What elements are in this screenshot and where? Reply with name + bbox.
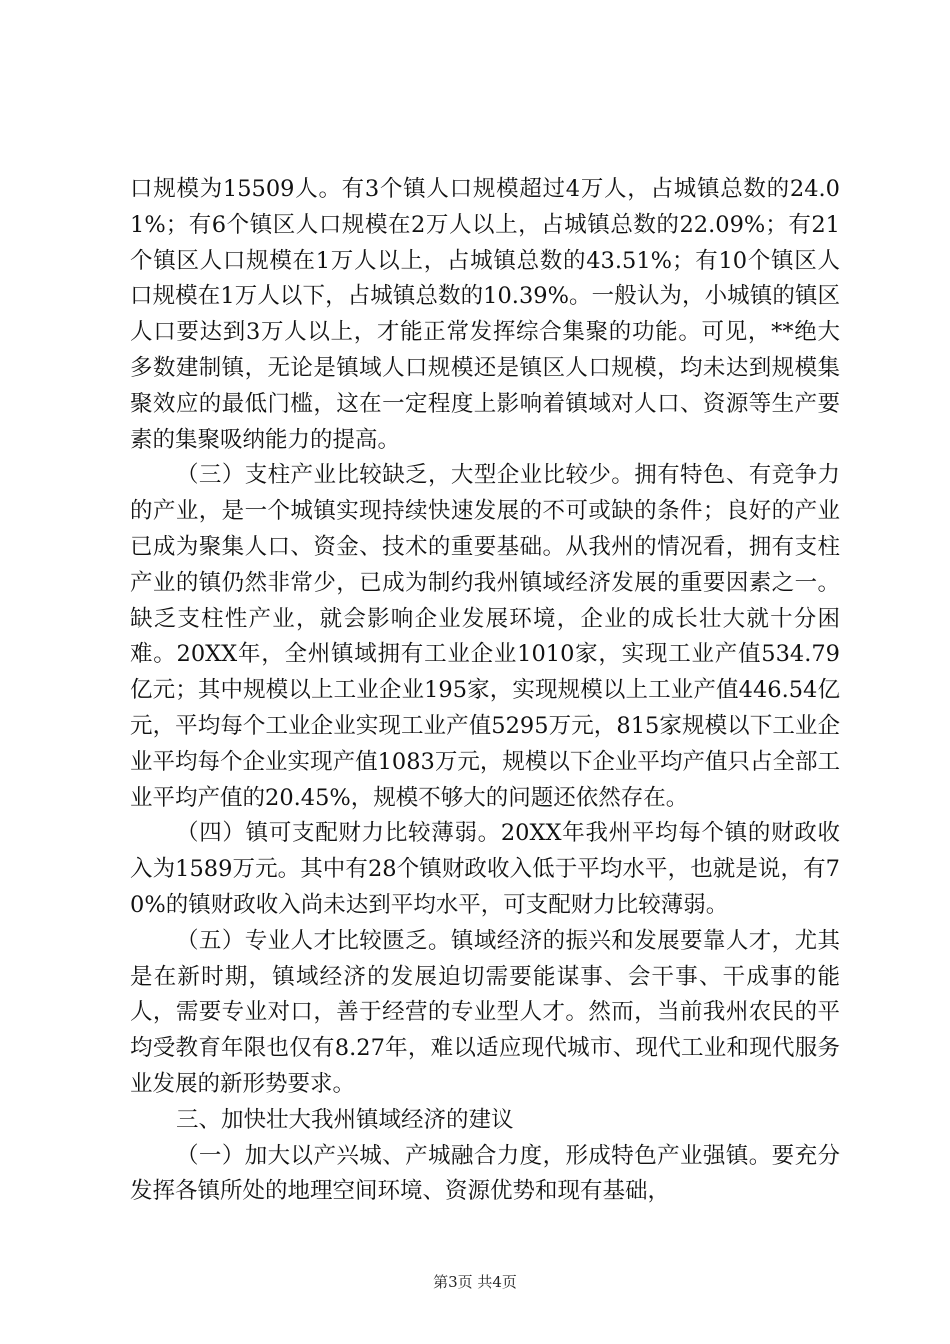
paragraph-industry-city-integration: （一）加大以产兴城、产城融合力度，形成特色产业强镇。要充分发挥各镇所处的地理空间环境、资源优势和现有基础， xyxy=(130,1142,840,1205)
section-heading-suggestions: 三、加快壮大我州镇域经济的建议 xyxy=(176,1106,514,1133)
paragraph-pillar-industry: （三）支柱产业比较缺乏，大型企业比较少。拥有特色、有竞争力的产业，是一个城镇实现持续快速发展的不可或缺的条件；良好的产业已成为聚集人口、资金、技术的重要基础。从我州的情况看，拥有支柱产业的镇仍然非常少，已成为制约我州镇域经济发展的重要因素之一。缺乏支柱性产业，就会影响企业发展环境，企业的成长壮大就十分困难。20XX年，全州镇域拥有工业企业1010家，实现工业产值534.79亿元；其中规模以上工业企业195家，实现规模以上工业产值446.54亿元，平均每个工业企业实现工业产值5295万元，815家规模以下工业企业平均每个企业实现产值1083万元，规模以下企业平均产值只占全部工业平均产值的20.45%，规模不够大的问题还依然存在。 xyxy=(130,462,840,811)
paragraph-fiscal-capacity: （四）镇可支配财力比较薄弱。20XX年我州平均每个镇的财政收入为1589万元。其中有28个镇财政收入低于平均水平，也就是说，有70%的镇财政收入尚未达到平均水平，可支配财力比较薄弱。 xyxy=(130,820,840,918)
page-number-footer: 第3页 共4页 xyxy=(433,1273,517,1291)
paragraph-talent-shortage: （五）专业人才比较匮乏。镇域经济的振兴和发展要靠人才，尤其是在新时期，镇域经济的发展迫切需要能谋事、会干事、干成事的能人，需要专业对口，善于经营的专业型人才。然而，当前我州农民的平均受教育年限也仅有8.27年，难以适应现代城市、现代工业和现代服务业发展的新形势要求。 xyxy=(130,927,840,1097)
document-body xyxy=(130,172,840,1210)
paragraph-population-scale: 口规模为15509人。有3个镇人口规模超过4万人，占城镇总数的24.01%；有6个镇区人口规模在2万人以上，占城镇总数的22.09%；有21个镇区人口规模在1万人以上，占城镇总数的43.51%；有10个镇区人口规模在1万人以下，占城镇总数的10.39%。一般认为，小城镇的镇区人口要达到3万人以上，才能正常发挥综合集聚的功能。可见，**绝大多数建制镇，无论是镇域人口规模还是镇区人口规模，均未达到规模集聚效应的最低门槛，这在一定程度上影响着镇域对人口、资源等生产要素的集聚吸纳能力的提高。 xyxy=(130,176,840,453)
